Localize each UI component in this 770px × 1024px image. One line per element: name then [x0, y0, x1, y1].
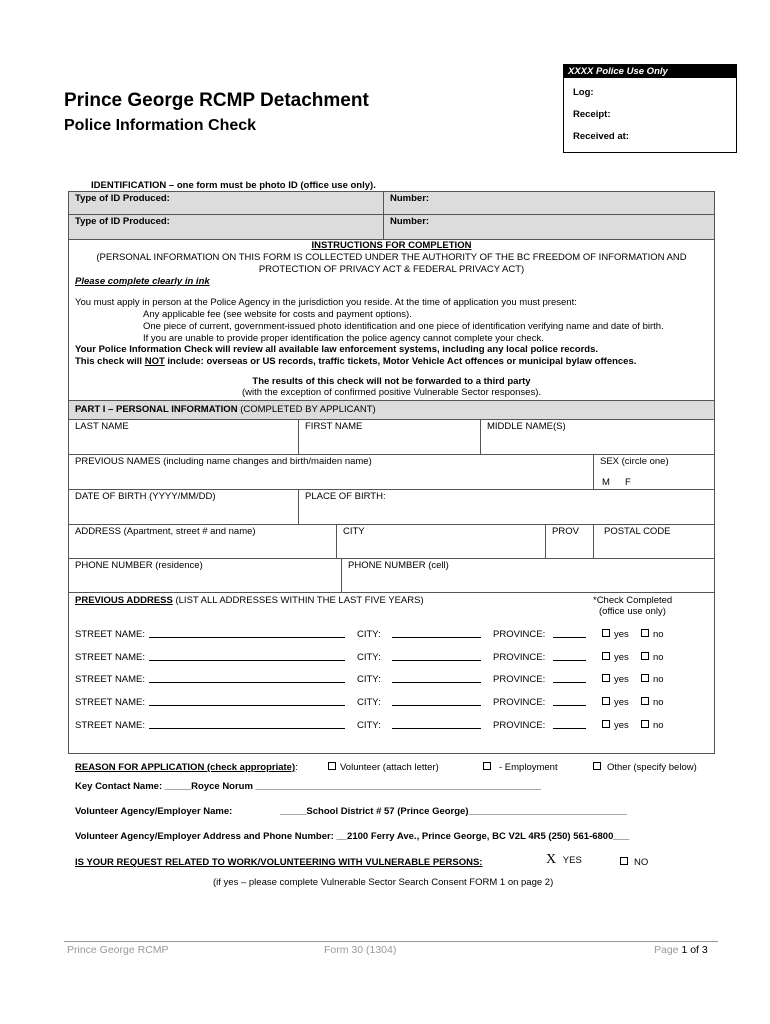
- check-no-checkbox[interactable]: [641, 629, 649, 637]
- street-label: STREET NAME:: [75, 674, 146, 685]
- check-no-checkbox[interactable]: [641, 674, 649, 682]
- page-title: Prince George RCMP Detachment: [64, 90, 369, 111]
- check-yes-label: yes: [614, 720, 629, 731]
- sex-f-option[interactable]: F: [625, 477, 631, 488]
- other-option[interactable]: [593, 762, 697, 773]
- vulnerable-no-checkbox[interactable]: [620, 857, 628, 865]
- part1-heading-bold: PART I – PERSONAL INFORMATION: [75, 404, 238, 415]
- instruction-item-2: One piece of current, government-issued photo identification and one piece of identification verifying name and date of birth.: [143, 321, 664, 332]
- prov-label: PROV: [552, 526, 579, 537]
- volunteer-label: Volunteer (attach letter): [340, 762, 439, 773]
- previous-names-label: PREVIOUS NAMES (including name changes and birth/maiden name): [75, 456, 372, 467]
- key-contact-value: _____Royce Norum ______________________________________________________: [164, 781, 541, 792]
- check-no-label: no: [653, 697, 664, 708]
- city-label: CITY:: [357, 629, 381, 640]
- postal-code-label: POSTAL CODE: [604, 526, 671, 537]
- street-input[interactable]: [149, 705, 345, 706]
- province-label: PROVINCE:: [493, 697, 546, 708]
- instruction-item-3: If you are unable to provide proper identification the police agency cannot complete your check.: [143, 333, 544, 344]
- street-label: STREET NAME:: [75, 697, 146, 708]
- province-label: PROVINCE:: [493, 629, 546, 640]
- city-input[interactable]: [392, 660, 481, 661]
- check-no-option[interactable]: [641, 652, 664, 663]
- vulnerable-yes-option[interactable]: [546, 852, 582, 868]
- previous-address-heading: [75, 595, 424, 606]
- check-no-label: no: [653, 674, 664, 685]
- check-yes-checkbox[interactable]: [602, 629, 610, 637]
- check-yes-checkbox[interactable]: [602, 697, 610, 705]
- last-name-field[interactable]: [68, 419, 299, 455]
- province-input[interactable]: [553, 660, 586, 661]
- sex-field[interactable]: [593, 454, 715, 490]
- vulnerable-no-option[interactable]: [620, 857, 648, 868]
- received-at-label: Received at:: [573, 131, 629, 142]
- check-yes-option[interactable]: [602, 720, 629, 731]
- province-label: PROVINCE:: [493, 720, 546, 731]
- footer-page: [654, 944, 708, 956]
- agency-address-value: __2100 Ferry Ave., Prince George, BC V2L 4R5 (250) 561-6800___: [336, 831, 630, 842]
- agency-value: _____School District # 57 (Prince George)______________________________: [280, 806, 627, 817]
- third-party-text: The results of this check will not be forwarded to a third party: [252, 376, 531, 387]
- address-field[interactable]: [68, 524, 337, 559]
- footer-of-text: of 3: [687, 944, 708, 956]
- province-label: PROVINCE:: [493, 652, 546, 663]
- province-input[interactable]: [553, 728, 586, 729]
- place-of-birth-label: PLACE OF BIRTH:: [305, 491, 386, 502]
- employment-label: - Employment: [499, 762, 558, 773]
- footer-center: Form 30 (1304): [324, 944, 397, 956]
- office-use-label: (office use only): [599, 606, 666, 617]
- page-subtitle: Police Information Check: [64, 117, 257, 134]
- not-include-pre: This check will: [75, 356, 145, 367]
- check-yes-checkbox[interactable]: [602, 652, 610, 660]
- id-number-label: Number:: [390, 193, 430, 204]
- other-label: Other (specify below): [607, 762, 697, 773]
- check-yes-option[interactable]: [602, 674, 629, 685]
- street-label: STREET NAME:: [75, 629, 146, 640]
- other-checkbox[interactable]: [593, 762, 601, 770]
- vulnerable-note: (if yes – please complete Vulnerable Sector Search Consent FORM 1 on page 2): [213, 877, 554, 888]
- id-number-label: Number:: [390, 216, 430, 227]
- not-word: NOT: [144, 356, 165, 367]
- ink-notice: Please complete clearly in ink: [75, 276, 210, 287]
- check-yes-option[interactable]: [602, 697, 629, 708]
- agency-address-label: Volunteer Agency/Employer Address and Phone Number:: [75, 831, 337, 842]
- check-yes-label: yes: [614, 652, 629, 663]
- agency-row[interactable]: [75, 806, 627, 817]
- part1-heading: [75, 404, 376, 415]
- footer-divider: [64, 941, 718, 942]
- street-input[interactable]: [149, 637, 345, 638]
- middle-names-label: MIDDLE NAME(S): [487, 421, 566, 432]
- vulnerable-yes-label: YES: [562, 855, 582, 866]
- phone-residence-label: PHONE NUMBER (residence): [75, 560, 203, 571]
- id-row-2-number[interactable]: [383, 214, 715, 240]
- postal-code-field[interactable]: [593, 524, 715, 559]
- sex-label: SEX (circle one): [600, 456, 669, 467]
- part1-heading-rest: (COMPLETED BY APPLICANT): [237, 404, 376, 415]
- identification-heading: IDENTIFICATION – one form must be photo ID (office use only).: [91, 180, 376, 191]
- apply-text: You must apply in person at the Police Agency in the jurisdiction you reside. At the time of application you must present:: [75, 297, 577, 308]
- middle-names-field[interactable]: [480, 419, 715, 455]
- id-row-2-type[interactable]: [68, 214, 384, 240]
- street-input[interactable]: [149, 728, 345, 729]
- not-include-post: include: overseas or US records, traffic tickets, Motor Vehicle Act offences or municipal bylaw offences.: [164, 356, 637, 367]
- phone-residence-field[interactable]: [68, 558, 342, 593]
- street-input[interactable]: [149, 682, 345, 683]
- address-label: ADDRESS (Apartment, street # and name): [75, 526, 256, 537]
- check-no-checkbox[interactable]: [641, 652, 649, 660]
- check-no-label: no: [653, 629, 664, 640]
- check-yes-label: yes: [614, 697, 629, 708]
- privacy-line-1: (PERSONAL INFORMATION ON THIS FORM IS COLLECTED UNDER THE AUTHORITY OF THE BC FREEDOM OF INFORMATION AND: [96, 252, 687, 263]
- previous-names-field[interactable]: [68, 454, 594, 490]
- check-no-checkbox[interactable]: [641, 697, 649, 705]
- phone-cell-label: PHONE NUMBER (cell): [348, 560, 449, 571]
- check-yes-option[interactable]: [602, 652, 629, 663]
- first-name-field[interactable]: [298, 419, 481, 455]
- vulnerable-question: IS YOUR REQUEST RELATED TO WORK/VOLUNTEERING WITH VULNERABLE PERSONS:: [75, 857, 483, 868]
- instruction-item-1: Any applicable fee (see website for costs and payment options).: [143, 309, 412, 320]
- footer-left: Prince George RCMP: [67, 944, 169, 956]
- city-input[interactable]: [392, 682, 481, 683]
- review-text: Your Police Information Check will review all available law enforcement systems, including any local police records.: [75, 344, 599, 355]
- id-row-1-type[interactable]: [68, 191, 384, 215]
- privacy-line-2: PROTECTION OF PRIVACY ACT & FEDERAL PRIVACY ACT): [258, 264, 525, 275]
- part1-heading-row: [68, 400, 715, 420]
- check-no-option[interactable]: [641, 629, 664, 640]
- agency-address-row[interactable]: [75, 831, 629, 842]
- log-label: Log:: [573, 87, 594, 98]
- check-yes-label: yes: [614, 674, 629, 685]
- footer-page-word: Page: [654, 944, 682, 956]
- check-yes-checkbox[interactable]: [602, 720, 610, 728]
- employment-option[interactable]: [483, 762, 558, 773]
- first-name-label: FIRST NAME: [305, 421, 363, 432]
- city-label: CITY:: [357, 720, 381, 731]
- street-label: STREET NAME:: [75, 720, 146, 731]
- check-yes-label: yes: [614, 629, 629, 640]
- city-field[interactable]: [336, 524, 546, 559]
- vulnerable-yes-mark[interactable]: X: [546, 852, 557, 867]
- footer-page-num: 1: [681, 944, 688, 956]
- vulnerable-no-label: NO: [634, 857, 649, 868]
- check-no-option[interactable]: [641, 674, 664, 685]
- dob-field[interactable]: [68, 489, 299, 525]
- key-contact-label: Key Contact Name:: [75, 781, 165, 792]
- phone-cell-field[interactable]: [341, 558, 715, 593]
- dob-label: DATE OF BIRTH (YYYY/MM/DD): [75, 491, 216, 502]
- city-label: CITY:: [357, 697, 381, 708]
- city-input[interactable]: [392, 637, 481, 638]
- key-contact-row[interactable]: [75, 781, 541, 792]
- place-of-birth-field[interactable]: [298, 489, 715, 525]
- check-no-label: no: [653, 652, 664, 663]
- reason-colon: :: [295, 762, 298, 773]
- street-label: STREET NAME:: [75, 652, 146, 663]
- police-use-header: XXXX Police Use Only: [564, 65, 736, 78]
- volunteer-checkbox[interactable]: [328, 762, 336, 770]
- check-completed-label: *Check Completed: [593, 595, 673, 606]
- id-type-label: Type of ID Produced:: [75, 216, 170, 227]
- volunteer-option[interactable]: [328, 762, 439, 773]
- sex-m-option[interactable]: M: [602, 477, 610, 488]
- city-input[interactable]: [392, 705, 481, 706]
- province-input[interactable]: [553, 705, 586, 706]
- check-yes-option[interactable]: [602, 629, 629, 640]
- city-label: CITY:: [357, 674, 381, 685]
- id-row-1-number[interactable]: [383, 191, 715, 215]
- instructions-heading: INSTRUCTIONS FOR COMPLETION: [311, 240, 472, 251]
- reason-heading: REASON FOR APPLICATION (check appropriate): [75, 762, 296, 773]
- city-input[interactable]: [392, 728, 481, 729]
- province-input[interactable]: [553, 682, 586, 683]
- id-type-label: Type of ID Produced:: [75, 193, 170, 204]
- employment-checkbox[interactable]: [483, 762, 491, 770]
- check-yes-checkbox[interactable]: [602, 674, 610, 682]
- street-input[interactable]: [149, 660, 345, 661]
- receipt-label: Receipt:: [573, 109, 611, 120]
- reason-row: [75, 762, 298, 773]
- last-name-label: LAST NAME: [75, 421, 129, 432]
- previous-address-rest: (LIST ALL ADDRESSES WITHIN THE LAST FIVE YEARS): [172, 595, 424, 606]
- exception-text: (with the exception of confirmed positive Vulnerable Sector responses).: [241, 387, 542, 398]
- check-no-checkbox[interactable]: [641, 720, 649, 728]
- province-input[interactable]: [553, 637, 586, 638]
- previous-address-bold: PREVIOUS ADDRESS: [75, 595, 173, 606]
- city-label: CITY: [343, 526, 365, 537]
- prov-field[interactable]: [545, 524, 594, 559]
- police-use-box: [563, 64, 737, 153]
- province-label: PROVINCE:: [493, 674, 546, 685]
- not-include-text: [75, 356, 636, 367]
- city-label: CITY:: [357, 652, 381, 663]
- check-no-label: no: [653, 720, 664, 731]
- agency-label: Volunteer Agency/Employer Name:: [75, 806, 233, 817]
- check-no-option[interactable]: [641, 720, 664, 731]
- check-no-option[interactable]: [641, 697, 664, 708]
